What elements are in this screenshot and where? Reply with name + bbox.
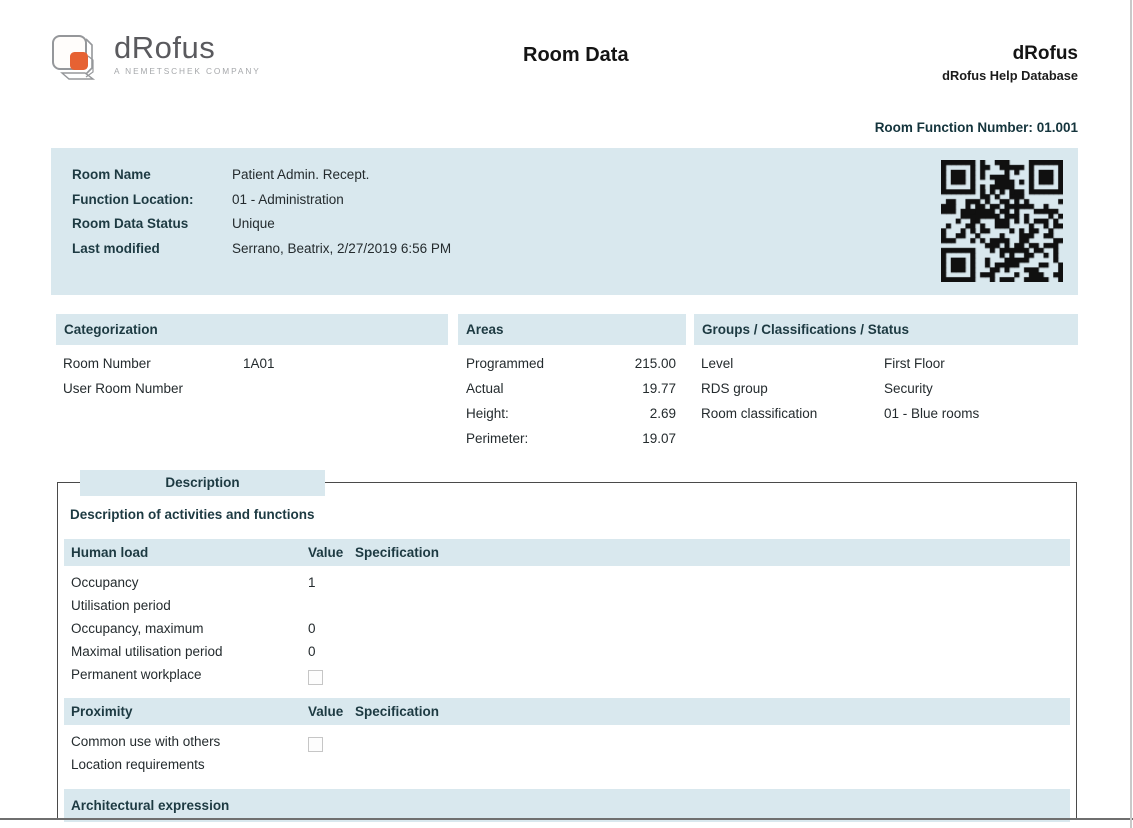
table-row <box>64 663 1070 686</box>
field-value: 19.07 <box>642 431 676 446</box>
areas-header: Areas <box>458 314 686 345</box>
field-label: Room classification <box>701 406 818 421</box>
field-value <box>243 376 448 401</box>
database-name: dRofus Help Database <box>942 68 1078 83</box>
field-label: User Room Number <box>63 381 184 396</box>
description-section <box>57 475 1077 818</box>
page-bottom-edge <box>0 818 1133 820</box>
summary-value: Patient Admin. Recept. <box>232 167 370 182</box>
row-label: Maximal utilisation period <box>71 644 223 659</box>
groups-header: Groups / Classifications / Status <box>694 314 1078 345</box>
field-value: Security <box>884 381 933 396</box>
groups-row <box>694 376 1078 401</box>
row-specification <box>355 594 1070 617</box>
groups-row <box>694 351 1078 376</box>
room-function-number-label: Room Function Number: <box>874 120 1033 135</box>
row-label: Common use with others <box>71 734 221 749</box>
row-specification <box>355 663 1070 686</box>
field-value: 01 - Blue rooms <box>884 406 980 421</box>
room-summary-panel <box>51 148 1078 295</box>
table-row <box>64 730 1070 753</box>
field-label: Programmed <box>466 356 545 371</box>
field-value: 1A01 <box>243 356 275 371</box>
areas-row <box>458 426 686 451</box>
table-row <box>64 594 1070 617</box>
summary-row <box>72 188 1078 213</box>
permanent-workplace-checkbox[interactable] <box>308 670 323 685</box>
row-label: Occupancy, maximum <box>71 621 204 636</box>
logo-tagline: A NEMETSCHEK COMPANY <box>114 66 261 76</box>
row-specification <box>355 640 1070 663</box>
specification-column-header: Specification <box>355 545 440 560</box>
row-specification <box>355 617 1070 640</box>
common-use-with-others-checkbox[interactable] <box>308 737 323 752</box>
logo-wordmark: dRofus <box>114 30 216 65</box>
row-value <box>308 594 355 617</box>
groups-row <box>694 401 1078 426</box>
header-right-block <box>942 43 1078 83</box>
table-row <box>64 640 1070 663</box>
groups-section <box>694 314 1078 451</box>
value-column-header: Value <box>308 704 344 719</box>
description-tab: Description <box>80 470 325 496</box>
row-label: Location requirements <box>71 757 205 772</box>
table-row <box>64 753 1070 776</box>
row-value <box>308 753 355 776</box>
human-load-table-header <box>64 539 1070 566</box>
categorization-section <box>56 314 448 451</box>
table-row <box>64 571 1070 594</box>
human-load-table <box>64 539 1070 686</box>
categorization-header: Categorization <box>56 314 448 345</box>
proximity-table <box>64 698 1070 776</box>
areas-row <box>458 376 686 401</box>
row-specification <box>355 730 1070 753</box>
field-value: 2.69 <box>649 406 676 421</box>
row-value: 1 <box>308 575 316 590</box>
summary-label: Last modified <box>72 241 160 257</box>
row-value: 0 <box>308 644 316 659</box>
field-label: Height: <box>466 406 509 421</box>
row-specification <box>355 753 1070 776</box>
field-value: 215.00 <box>634 356 676 371</box>
value-column-header: Value <box>308 545 344 560</box>
summary-label: Room Name <box>72 167 151 182</box>
table-title: Proximity <box>71 704 133 719</box>
room-function-number <box>875 120 1078 135</box>
description-heading: Description of activities and functions <box>70 507 315 522</box>
summary-row <box>72 163 1078 188</box>
classification-columns <box>56 314 1078 451</box>
areas-section <box>458 314 686 451</box>
row-label: Permanent workplace <box>71 667 202 682</box>
categorization-row <box>56 376 448 401</box>
row-value: 0 <box>308 621 316 636</box>
specification-column-header: Specification <box>355 704 440 719</box>
summary-label: Function Location: <box>72 191 194 207</box>
table-title: Architectural expression <box>71 798 230 813</box>
room-function-number-value: 01.001 <box>1036 120 1078 135</box>
categorization-row <box>56 351 448 376</box>
field-value: First Floor <box>884 356 945 371</box>
summary-label: Room Data Status <box>72 216 189 232</box>
summary-value: Serrano, Beatrix, 2/27/2019 6:56 PM <box>232 241 452 257</box>
summary-row <box>72 237 1078 262</box>
summary-value: 01 - Administration <box>232 191 344 207</box>
summary-value: Unique <box>232 216 275 232</box>
field-value: 19.77 <box>642 381 676 396</box>
field-label: RDS group <box>701 381 768 396</box>
proximity-table-header <box>64 698 1070 725</box>
field-label: Actual <box>466 381 504 396</box>
page-right-edge <box>1130 0 1132 828</box>
field-label: Perimeter: <box>466 431 529 446</box>
table-row <box>64 617 1070 640</box>
row-label: Utilisation period <box>71 598 171 613</box>
summary-row <box>72 212 1078 237</box>
areas-row <box>458 401 686 426</box>
drofus-logo-icon <box>50 33 104 83</box>
areas-row <box>458 351 686 376</box>
room-summary-rows <box>51 148 1078 262</box>
field-label: Level <box>701 356 734 371</box>
brand-name: dRofus <box>1012 43 1078 64</box>
table-title: Human load <box>71 545 149 560</box>
row-label: Occupancy <box>71 575 139 590</box>
qr-code <box>941 160 1063 282</box>
field-label: Room Number <box>63 356 151 371</box>
report-title: Room Data <box>523 44 629 66</box>
row-specification <box>355 571 1070 594</box>
drofus-logo <box>50 30 261 83</box>
